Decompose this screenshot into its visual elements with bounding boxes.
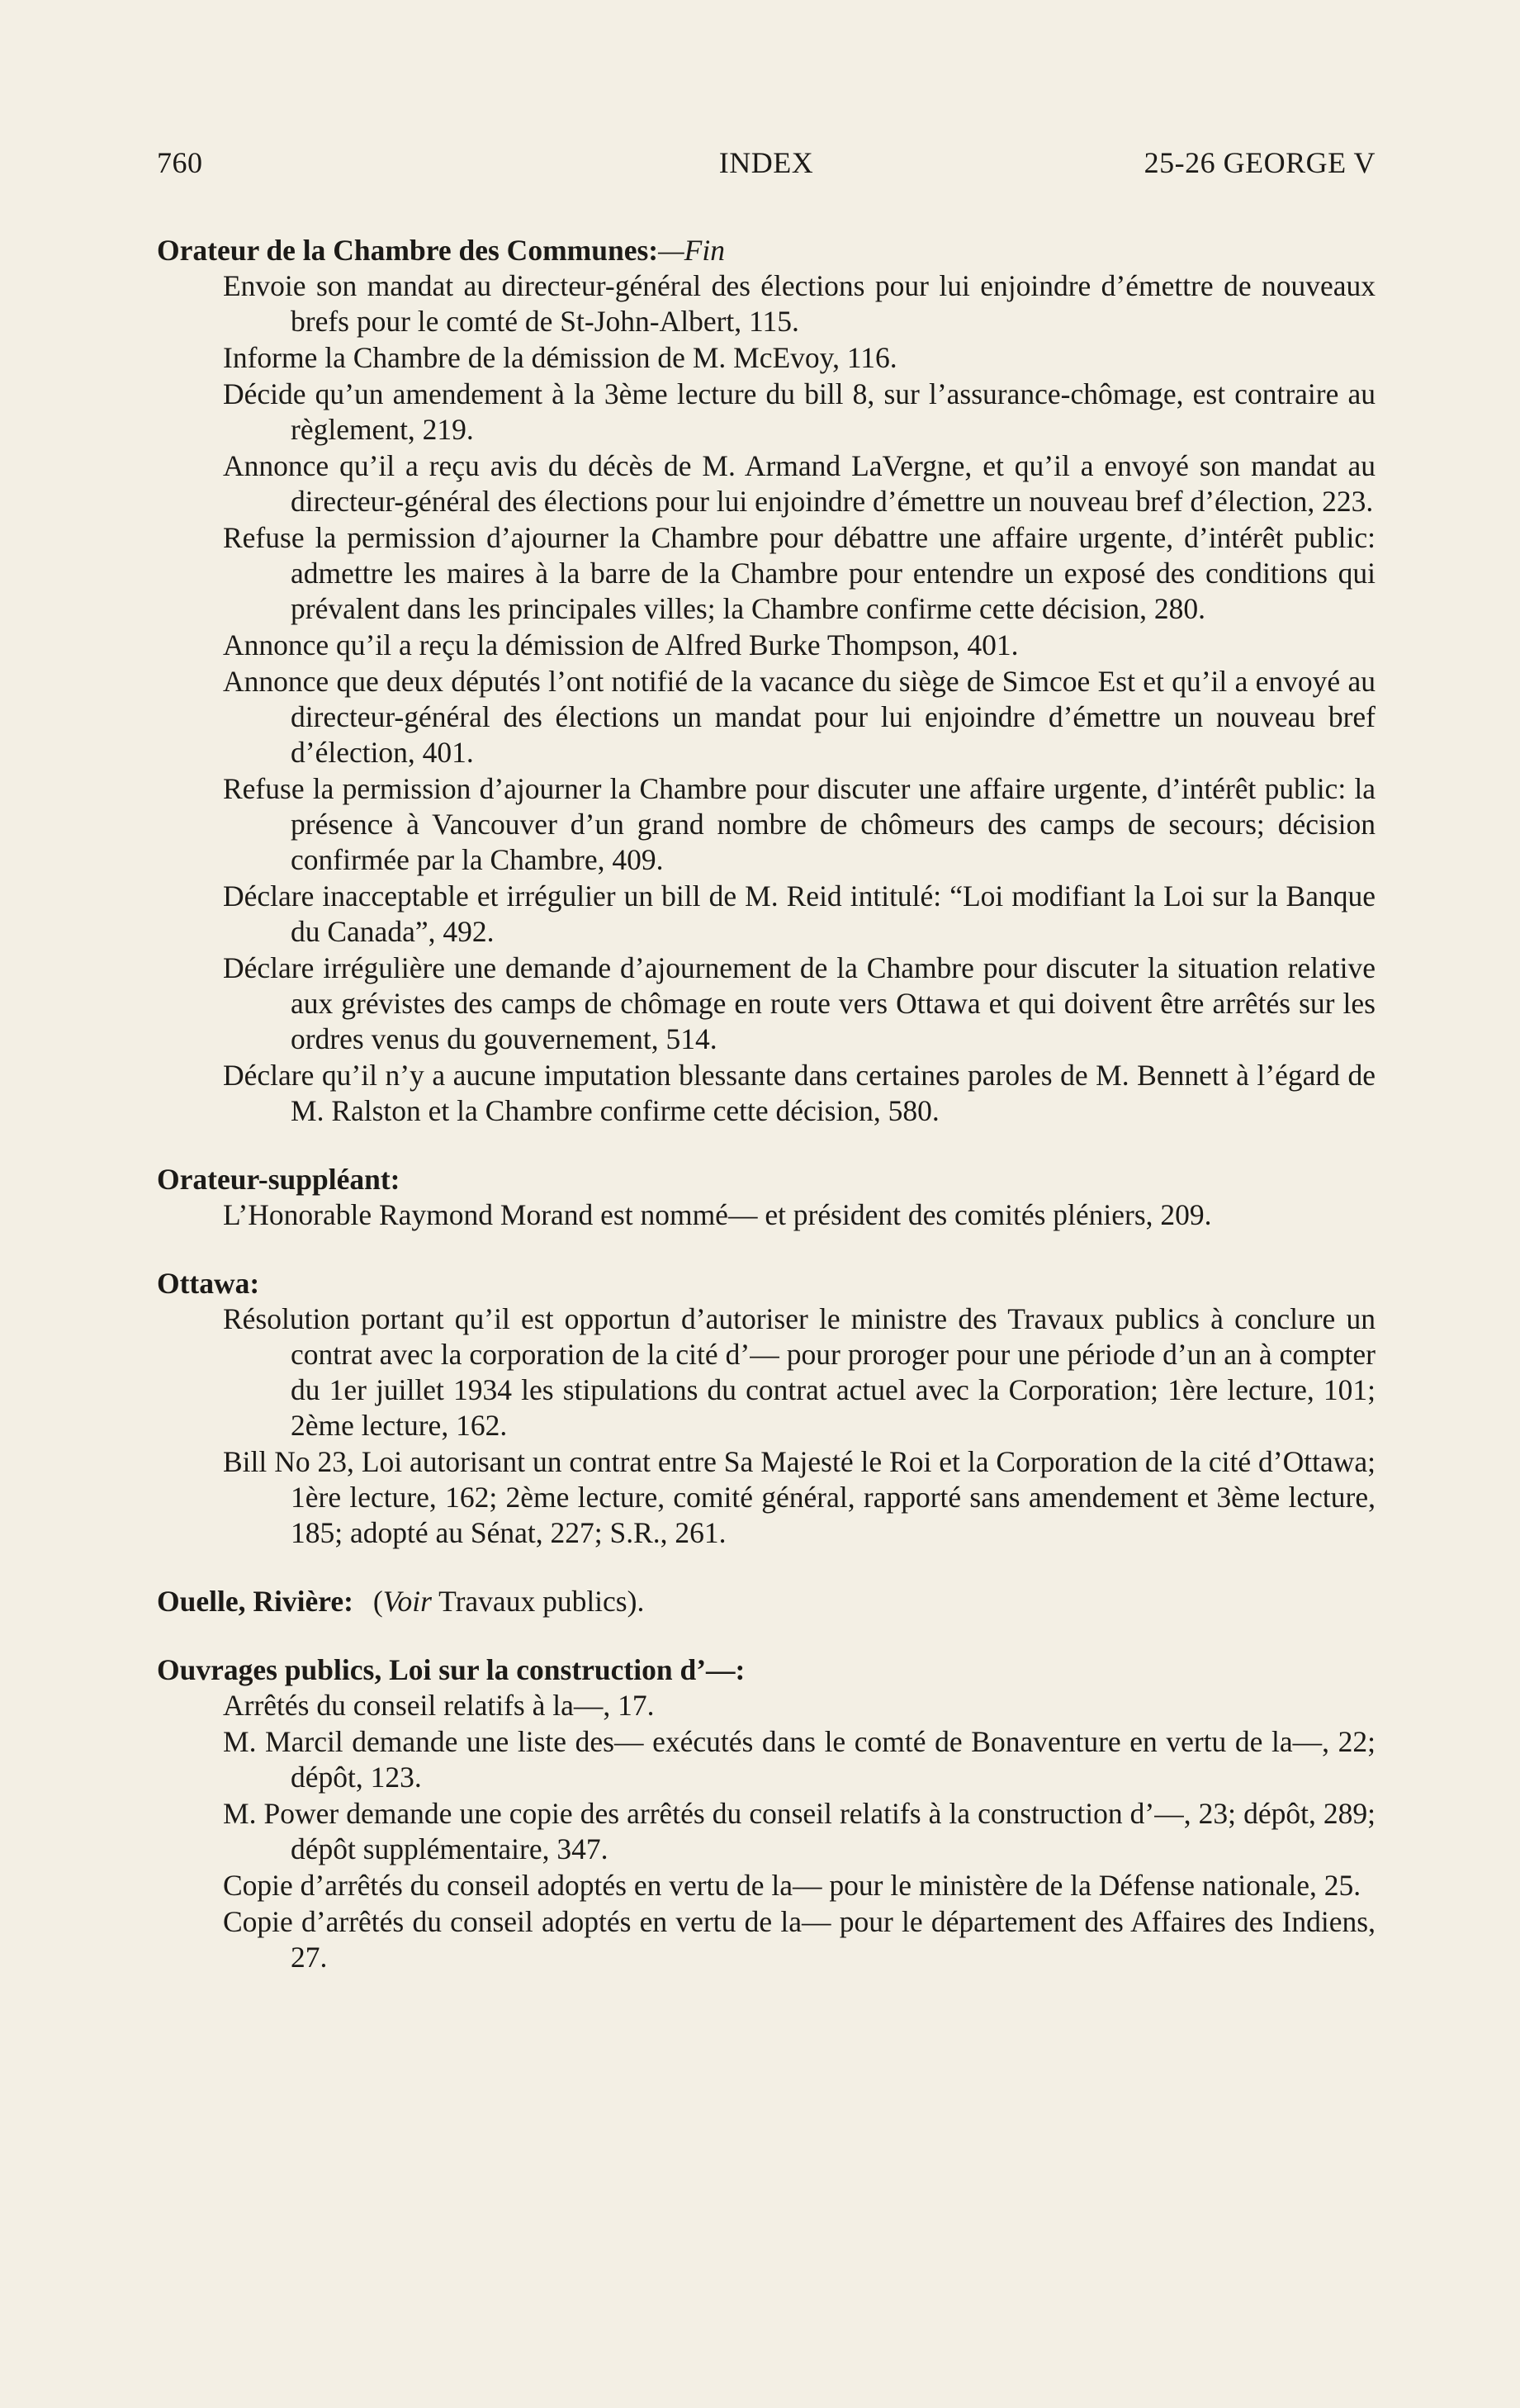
- entry-heading: [157, 1266, 1376, 1301]
- running-head-reign: 25-26 GEORGE V: [1144, 146, 1376, 179]
- running-head: [157, 145, 1376, 188]
- sub-entry: Déclare inacceptable et irrégulier un bill de M. Reid intitulé: “Loi modifiant la Loi sur la Banque du Canada”, 492.: [223, 879, 1376, 948]
- sub-entry: Bill No 23, Loi autorisant un contrat entre Sa Majesté le Roi et la Corporation de la cité d’Ottawa; 1ère lecture, 162; 2ème lecture, comité général, rapporté sans amendement et 3ème lecture, 185; adopté au Sénat, 227; S.R., 261.: [223, 1445, 1376, 1549]
- sub-entry: Résolution portant qu’il est opportun d’autoriser le ministre des Travaux publics à conclure un contrat avec la corporation de la cité d’— pour proroger pour une période d’un an à compter du 1er juillet 1934 les stipulations du contrat actuel avec la Corporation; 1ère lecture, 101; 2ème lecture, 162.: [223, 1302, 1376, 1442]
- cross-reference-open: (: [372, 1585, 383, 1618]
- sub-entry: Annonce que deux députés l’ont notifié de la vacance du siège de Simcoe Est et qu’il a envoyé au directeur-général des élections un mandat pour lui enjoindre d’émettre un nouveau bref d’élection, 401.: [223, 665, 1376, 769]
- cross-reference-target: Travaux publics).: [431, 1585, 645, 1618]
- sub-entry: Déclare qu’il n’y a aucune imputation blessante dans certaines paroles de M. Bennett à l’égard de M. Ralston et la Chambre confirme cette décision, 580.: [223, 1059, 1376, 1127]
- sub-entry: Envoie son mandat au directeur-général des élections pour lui enjoindre d’émettre de nouveaux brefs pour le comté de St-John-Albert, 115.: [223, 269, 1376, 338]
- index-entry-ouvrages-publics: [157, 1652, 1376, 1975]
- sub-entry: Copie d’arrêtés du conseil adoptés en vertu de la— pour le ministère de la Défense nationale, 25.: [223, 1869, 1361, 1902]
- sub-entry: M. Power demande une copie des arrêtés du conseil relatifs à la construction d’—, 23; dépôt, 289; dépôt supplémentaire, 347.: [223, 1797, 1376, 1865]
- index-entry-orateur-suppleant: [157, 1162, 1376, 1233]
- cross-reference-voir: Voir: [382, 1585, 432, 1618]
- entry-heading-text: Ouvrages publics, Loi sur la construction d’—:: [157, 1653, 746, 1686]
- running-title: INDEX: [718, 146, 814, 179]
- entry-heading: [157, 233, 1376, 268]
- entry-heading-text: Ottawa:: [157, 1267, 260, 1300]
- cross-reference: [373, 1585, 644, 1618]
- sub-entry: Refuse la permission d’ajourner la Chambre pour discuter une affaire urgente, d’intérêt public: la présence à Vancouver d’un grand nombre de chômeurs des camps de secours; décision confirmée par la Chambre, 409.: [223, 772, 1376, 876]
- entry-heading-continued: —Fin: [658, 234, 725, 267]
- sub-entry: L’Honorable Raymond Morand est nommé— et président des comités pléniers, 209.: [223, 1198, 1212, 1231]
- sub-entry: Refuse la permission d’ajourner la Chambre pour débattre une affaire urgente, d’intérêt public: admettre les maires à la barre de la Chambre pour entendre un exposé des conditions qui prévalent dans les principales villes; la Chambre confirme cette décision, 280.: [223, 521, 1376, 625]
- sub-entry: Informe la Chambre de la démission de M. McEvoy, 116.: [223, 341, 897, 374]
- entry-heading: [157, 1652, 1376, 1688]
- entry-heading: [157, 1162, 1376, 1197]
- sub-entry: Déclare irrégulière une demande d’ajournement de la Chambre pour discuter la situation relative aux grévistes des camps de chômage en route vers Ottawa et qui doivent être arrêtés sur les ordres venus du gouvernement, 514.: [223, 951, 1376, 1055]
- index-entry-orateur: [157, 233, 1376, 1129]
- sub-entry: Copie d’arrêtés du conseil adoptés en vertu de la— pour le département des Affaires des Indiens, 27.: [223, 1905, 1376, 1974]
- index-entry-ouelle-riviere: [157, 1584, 1376, 1619]
- page-number: 760: [157, 146, 203, 179]
- sub-entry: Annonce qu’il a reçu avis du décès de M. Armand LaVergne, et qu’il a envoyé son mandat au directeur-général des élections pour lui enjoindre d’émettre un nouveau bref d’élection, 223.: [223, 449, 1376, 518]
- entry-heading: [157, 1584, 1376, 1619]
- index-entry-ottawa: [157, 1266, 1376, 1551]
- entry-heading-text: Orateur-suppléant:: [157, 1163, 400, 1196]
- sub-entry: Annonce qu’il a reçu la démission de Alfred Burke Thompson, 401.: [223, 628, 1019, 661]
- entry-heading-text: Ouelle, Rivière:: [157, 1585, 353, 1618]
- sub-entry: M. Marcil demande une liste des— exécutés dans le comté de Bonaventure en vertu de la—, 22; dépôt, 123.: [223, 1725, 1376, 1794]
- index-body: [157, 233, 1376, 1976]
- sub-entry: Décide qu’un amendement à la 3ème lecture du bill 8, sur l’assurance-chômage, est contraire au règlement, 219.: [223, 377, 1376, 446]
- sub-entry: Arrêtés du conseil relatifs à la—, 17.: [223, 1689, 655, 1722]
- entry-heading-text: Orateur de la Chambre des Communes:: [157, 234, 659, 267]
